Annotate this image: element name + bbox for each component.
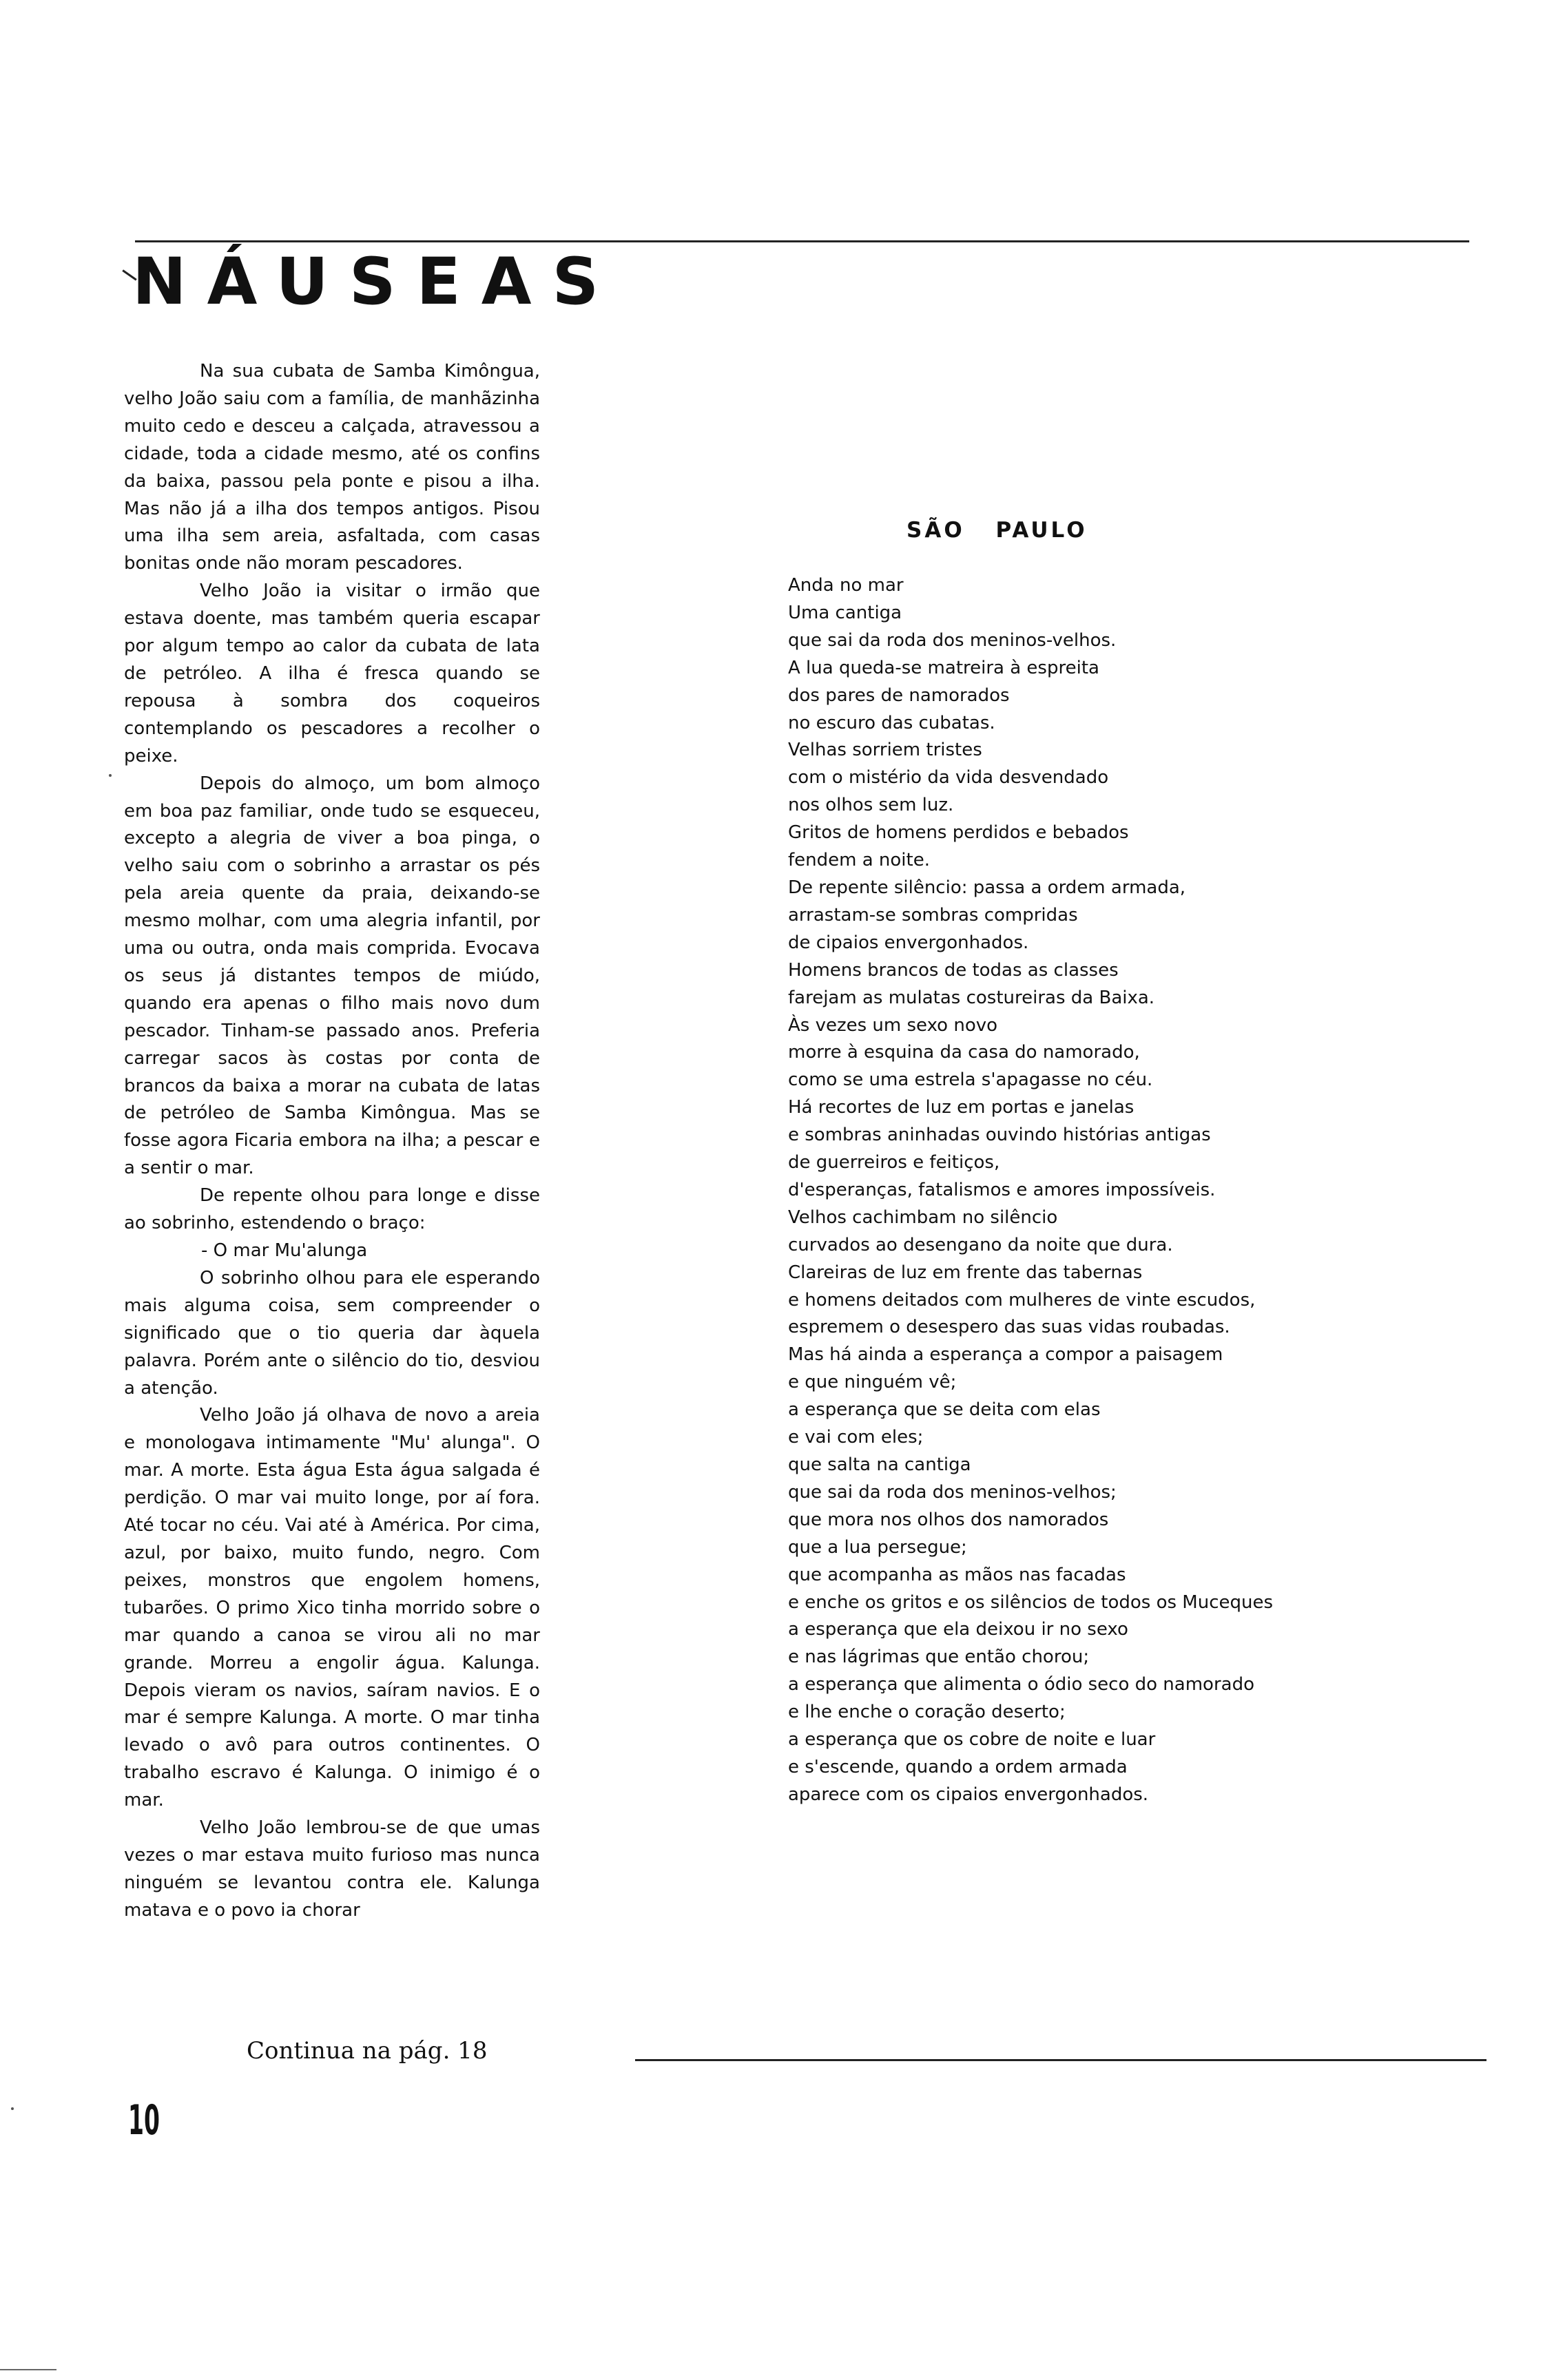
poem-line: d'esperanças, fatalismos e amores impossíveis. bbox=[788, 1179, 1216, 1200]
poem-line: que salta na cantiga bbox=[788, 1454, 971, 1475]
poem-line: que mora nos olhos dos namorados bbox=[788, 1509, 1109, 1530]
story-paragraph: O sobrinho olhou para ele esperando mais alguma coisa, sem compreender o significado que o tio queria dar àquela palavra. Porém ante o silêncio do tio, desviou a atenção. bbox=[124, 1267, 540, 1399]
poem-line: curvados ao desengano da noite que dura. bbox=[788, 1234, 1173, 1255]
poem-line: Velhas sorriem tristes bbox=[788, 740, 982, 761]
poem-line: como se uma estrela s'apagasse no céu. bbox=[788, 1069, 1153, 1091]
poem-column bbox=[788, 572, 1484, 1809]
poem-line: Clareiras de luz em frente das tabernas bbox=[788, 1262, 1143, 1283]
margin-mark bbox=[109, 774, 112, 777]
story-paragraph: - O mar Mu'alunga bbox=[201, 1240, 368, 1261]
story-paragraph: Depois do almoço, um bom almoço em boa paz familiar, onde tudo se esqueceu, excepto a alegria de viver a boa pinga, o velho saiu com o sobrinho a arrastar os pés pela areia quente da praia, deixando-se mesmo molhar, com uma alegria infantil, por uma ou outra, onda mais comprida. Evocava os seus já distantes tempos de miúdo, quando era apenas o filho mais novo dum pescador. Tinham-se passado anos. Preferia carregar sacos às costas por conta de brancos da baixa a morar na cubata de latas de petróleo de Samba Kimôngua. Mas se fosse agora Ficaria embora na ilha; a pescar e a sentir o mar. bbox=[124, 773, 540, 1179]
continuation-note: Continua na pág. 18 bbox=[247, 2037, 488, 2065]
poem-line: e vai com eles; bbox=[788, 1427, 924, 1448]
poem-line: que a lua persegue; bbox=[788, 1536, 967, 1558]
poem-line: espremem o desespero das suas vidas roubadas. bbox=[788, 1317, 1230, 1338]
bottom-rule bbox=[635, 2059, 1486, 2061]
poem-line: morre à esquina da casa do namorado, bbox=[788, 1042, 1140, 1063]
poem-line: a esperança que os cobre de noite e luar bbox=[788, 1729, 1156, 1751]
poem-line: que sai da roda dos meninos-velhos. bbox=[788, 629, 1117, 651]
poem-line: arrastam-se sombras compridas bbox=[788, 904, 1078, 926]
poem-line: a esperança que se deita com elas bbox=[788, 1399, 1101, 1421]
poem-line: Velhos cachimbam no silêncio bbox=[788, 1207, 1058, 1228]
story-column bbox=[124, 358, 540, 1925]
poem-line: nos olhos sem luz. bbox=[788, 795, 954, 816]
story-paragraph: Velho João já olhava de novo a areia e monologava intimamente "Mu' alunga". O mar. A morte. Esta água Esta água salgada é perdição. O mar vai muito longe, por aí fora. Até tocar no céu. Vai até à América. Por cima, azul, por baixo, muito fundo, negro. Com peixes, monstros que engolem homens, tubarões. O primo Xico tinha morrido sobre o mar quando a canoa se virou ali no mar grande. Morreu a engolir água. Kalunga. Depois vieram os navios, saíram navios. E o mar é sempre Kalunga. A morte. O mar tinha levado o avô para outros continentes. O trabalho escravo é Kalunga. O inimigo é o mar. bbox=[124, 1405, 540, 1811]
poem-line: e sombras aninhadas ouvindo histórias antigas bbox=[788, 1125, 1211, 1146]
poem-line: que acompanha as mãos nas facadas bbox=[788, 1564, 1126, 1585]
poem-line: e s'escende, quando a ordem armada bbox=[788, 1756, 1128, 1777]
poem-title: SÃO PAULO bbox=[906, 518, 1088, 543]
poem-line: e lhe enche o coração deserto; bbox=[788, 1702, 1066, 1723]
story-paragraph: Velho João ia visitar o irmão que estava doente, mas também queria escapar por algum tempo ao calor da cubata de lata de petróleo. A ilha é fresca quando se repousa à sombra dos coqueiros contemplando os pescadores a recolher o peixe. bbox=[124, 581, 540, 766]
story-paragraph: Velho João lembrou-se de que umas vezes o mar estava muito furioso mas nunca ninguém se levantou contra ele. Kalunga matava e o povo ia chorar bbox=[124, 1817, 540, 1921]
poem-line: a esperança que alimenta o ódio seco do namorado bbox=[788, 1674, 1254, 1695]
poem-line: e enche os gritos e os silêncios de todos os Muceques bbox=[788, 1591, 1274, 1613]
story-paragraph: De repente olhou para longe e disse ao sobrinho, estendendo o braço: bbox=[124, 1185, 540, 1234]
margin-mark bbox=[11, 2107, 14, 2110]
poem-line: no escuro das cubatas. bbox=[788, 712, 995, 733]
poem-line: fendem a noite. bbox=[788, 850, 930, 871]
poem-line: Há recortes de luz em portas e janelas bbox=[788, 1097, 1135, 1118]
poem-line: Às vezes um sexo novo bbox=[788, 1014, 998, 1036]
poem-line: A lua queda-se matreira à espreita bbox=[788, 657, 1099, 678]
story-paragraph: Na sua cubata de Samba Kimôngua, velho João saiu com a família, de manhãzinha muito cedo e desceu a calçada, atravessou a cidade, toda a cidade mesmo, até os confins da baixa, passou pela ponte e pisou a ilha. Mas não já a ilha dos tempos antigos. Pisou uma ilha sem areia, asfaltada, com casas bonitas onde não moram pescadores. bbox=[124, 361, 540, 574]
poem-line: Mas há ainda a esperança a compor a paisagem bbox=[788, 1344, 1223, 1366]
poem-line: que sai da roda dos meninos-velhos; bbox=[788, 1481, 1117, 1503]
poem-line: e nas lágrimas que então chorou; bbox=[788, 1647, 1090, 1668]
poem-line: farejam as mulatas costureiras da Baixa. bbox=[788, 987, 1155, 1008]
poem-line: Homens brancos de todas as classes bbox=[788, 959, 1119, 981]
poem-line: Uma cantiga bbox=[788, 602, 902, 623]
poem-line: e homens deitados com mulheres de vinte escudos, bbox=[788, 1289, 1256, 1311]
poem-line: de guerreiros e feitiços, bbox=[788, 1152, 1000, 1173]
page-title: NÁUSEAS bbox=[132, 244, 620, 320]
poem-line: De repente silêncio: passa a ordem armada, bbox=[788, 877, 1186, 898]
poem-line: dos pares de namorados bbox=[788, 685, 1010, 706]
poem-line: a esperança que ela deixou ir no sexo bbox=[788, 1619, 1128, 1640]
poem-line: e que ninguém vê; bbox=[788, 1372, 957, 1393]
poem-line: aparece com os cipaios envergonhados. bbox=[788, 1784, 1149, 1805]
poem-line: Anda no mar bbox=[788, 575, 904, 596]
foot-rule bbox=[0, 2369, 56, 2370]
page-number: 10 bbox=[128, 2096, 160, 2144]
poem-line: de cipaios envergonhados. bbox=[788, 932, 1029, 953]
poem-line: Gritos de homens perdidos e bebados bbox=[788, 822, 1129, 844]
poem-line: com o mistério da vida desvendado bbox=[788, 767, 1109, 789]
